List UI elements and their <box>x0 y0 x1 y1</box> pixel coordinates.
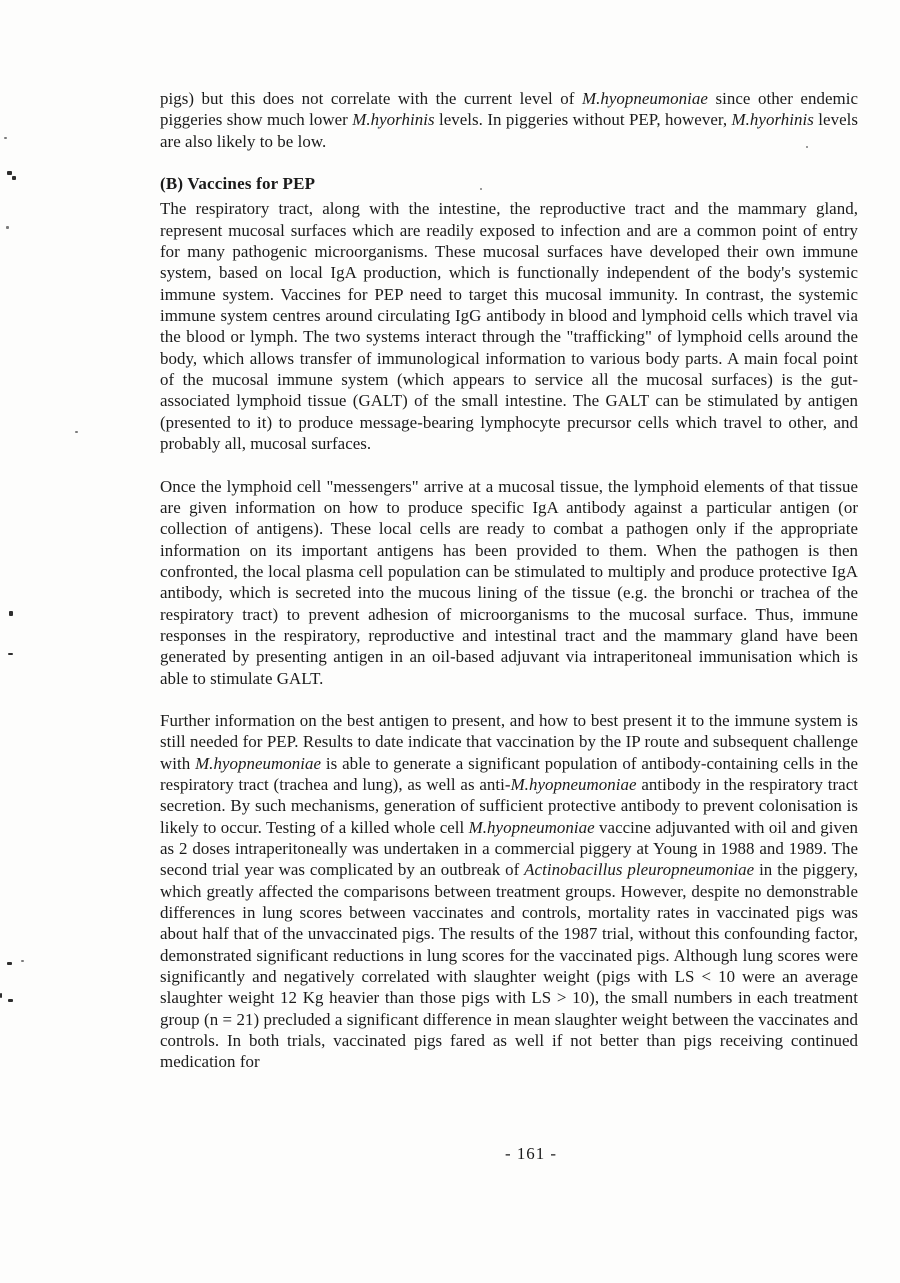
paragraph <box>160 710 858 1073</box>
text-run: Once the lymphoid cell "messengers" arrive at a mucosal tissue, the lymphoid elements of that tissue are given information on how to produce specific IgA antibody against a particular antigen (or collection of antigens). These local cells are ready to combat a pathogen only if the appropriate information on its important antigens has been provided to them. When the pathogen is then confronted, the local plasma cell population can be stimulated to multiply and produce protective IgA antibody, which is secreted into the mucous lining of the tissue (e.g. the bronchi or trachea of the respiratory tract) to prevent adhesion of microorganisms to the mucosal surface. Thus, immune responses in the respiratory, reproductive and intestinal tract and the mammary gland have been generated by presenting antigen in an oil-based adjuvant via intraperitoneal immunisation which is able to stimulate GALT. <box>160 476 858 688</box>
scan-speck <box>7 171 12 175</box>
species-name: M.hyopneumoniae <box>581 89 708 108</box>
scan-speck <box>806 146 808 148</box>
text-run: in the piggery, which greatly affected the comparisons between treatment groups. However, despite no demonstrable differences in lung scores between vaccinates and controls, mortality rates in vaccinated pigs was about half that of the unvaccinated pigs. The results of the 1987 trial, without this confounding factor, demonstrated significant reductions in lung scores for the vaccinated pigs. Although lung scores were significantly and negatively correlated with slaughter weight (pigs with LS < 10 were an average slaughter weight 12 Kg heavier than those pigs with LS > 10), the small numbers in each treatment group (n = 21) precluded a significant difference in mean slaughter weight between the vaccinates and controls. In both trials, vaccinated pigs fared as well if not better than pigs receiving continued medication for <box>160 860 858 1072</box>
text-run: is able to generate a significant population of antibody-containing cells in the respiratory tract (trachea and lung), as well as anti- <box>160 753 858 794</box>
species-name: Actinobacillus pleuropneumoniae <box>524 860 755 880</box>
text-run: (B) Vaccines for PEP <box>160 174 316 194</box>
scan-speck <box>75 431 78 433</box>
scan-speck <box>480 188 482 190</box>
section-heading <box>160 173 858 194</box>
scan-speck <box>8 653 13 655</box>
scan-speck <box>6 226 9 229</box>
text-run: levels. In piggeries without PEP, however, <box>434 110 732 130</box>
text-run: The respiratory tract, along with the intestine, the reproductive tract and the mammary gland, represent mucosal surfaces which are readily exposed to infection and are a common point of entry for many pathogenic microorganisms. These mucosal surfaces have developed their own immune system, based on local IgA production, which is functionally independent of the body's systemic immune system. Vaccines for PEP need to target this mucosal immunity. In contrast, the systemic immune system centres around circulating IgG antibody in blood and lymphoid cells which travel via the blood or lymph. The two systems interact through the "trafficking" of lymphoid cells around the body, which allows transfer of immunological information to various body parts. A main focal point of the mucosal immune system (which appears to service all the mucosal surfaces) is the gut-associated lymphoid tissue (GALT) of the small intestine. The GALT can be stimulated by antigen (presented to it) to produce message-bearing lymphocyte precursor cells which travel to other, and probably all, mucosal surfaces. <box>160 199 858 454</box>
text-run: Further information on the best antigen to present, and how to best present it to the immune system is still needed for PEP. Results to date indicate that vaccination by the IP route and subsequent challenge with <box>160 710 858 773</box>
paragraph <box>160 88 858 152</box>
species-name: M.hyopneumoniae <box>195 753 322 773</box>
scan-speck <box>9 611 13 616</box>
species-name: M.hyorhinis <box>352 110 435 130</box>
scan-speck <box>0 993 2 998</box>
text-run: antibody in the respiratory tract secretion. By such mechanisms, generation of sufficient protective antibody to prevent colonisation is likely to occur. Testing of a killed whole cell <box>160 774 858 837</box>
paragraph <box>160 476 858 689</box>
paragraph <box>160 198 858 454</box>
document-body <box>160 88 858 1094</box>
scan-speck <box>21 960 24 962</box>
species-name: M.hyopneumoniae <box>468 817 595 837</box>
text-run: vaccine adjuvanted with oil and given as 2 doses intraperitoneally was undertaken in a commercial piggery at Young in 1988 and 1989. The second trial year was complicated by an outbreak of <box>160 817 858 880</box>
species-name: M.hyorhinis <box>731 110 814 130</box>
scan-speck <box>8 999 13 1002</box>
text-run: pigs) but this does not correlate with the current level of <box>160 89 582 108</box>
page-number: - 161 - <box>504 1144 558 1163</box>
text-run: since other endemic piggeries show much lower <box>160 89 858 130</box>
text-run: levels are also likely to be low. <box>160 110 858 151</box>
scan-speck <box>4 137 7 139</box>
scan-speck <box>7 962 12 965</box>
scan-speck <box>12 176 16 180</box>
species-name: M.hyopneumoniae <box>510 774 637 794</box>
